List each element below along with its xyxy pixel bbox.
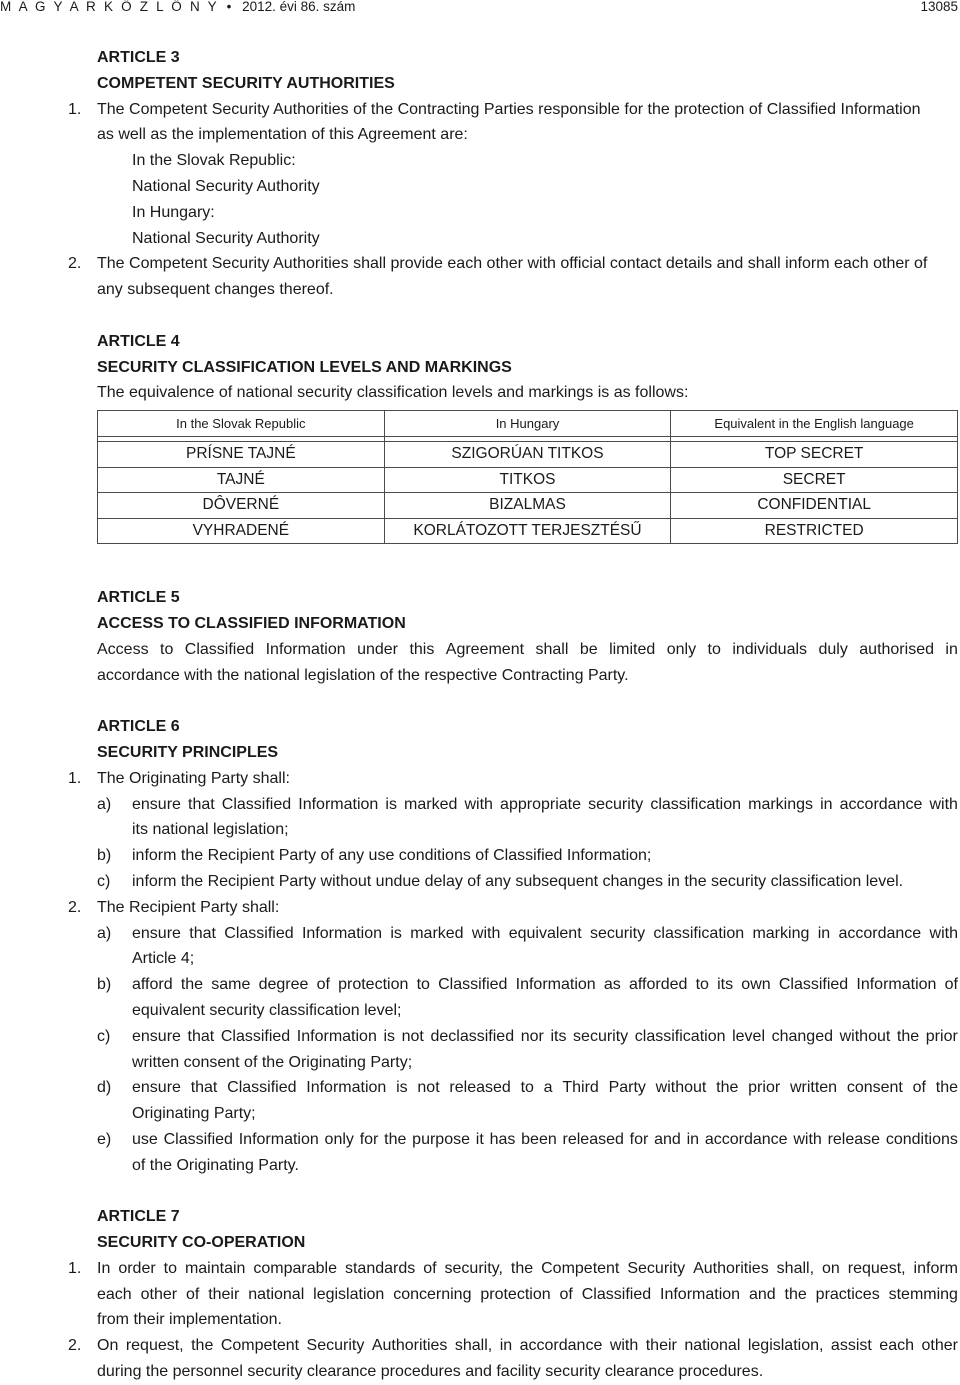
word: release	[827, 1130, 881, 1148]
item-text	[97, 1256, 958, 1282]
item-text	[132, 1127, 958, 1153]
word: with	[464, 795, 493, 813]
paragraph-line	[0, 766, 960, 792]
word: with	[929, 795, 958, 813]
word: to	[163, 1259, 177, 1277]
table-body	[98, 437, 958, 544]
word: conditions	[885, 1130, 958, 1148]
word: with	[929, 924, 958, 942]
authority-name: National Security Authority	[132, 229, 320, 247]
word: Information	[298, 795, 379, 813]
item-text	[132, 1075, 958, 1101]
word: use	[132, 1130, 158, 1148]
item-number: b)	[97, 847, 112, 865]
word: in	[945, 640, 958, 658]
word: shall,	[776, 1259, 815, 1277]
word: Information	[301, 924, 382, 942]
word: on	[822, 1259, 840, 1277]
table-cell: SZIGORÚAN TITKOS	[384, 442, 671, 468]
word: of	[944, 976, 958, 994]
issue-date: 2012. évi 86. szám	[242, 0, 356, 14]
table-cell: VYHRADENÉ	[98, 518, 385, 544]
word: in	[817, 924, 831, 942]
word: the	[510, 1259, 534, 1277]
word: released	[562, 1130, 624, 1148]
word: concerning	[393, 1285, 472, 1303]
list-item-line	[0, 921, 960, 947]
list-item-line	[0, 869, 960, 895]
word: Competent	[541, 1259, 620, 1277]
table-cell: CONFIDENTIAL	[671, 493, 958, 519]
table-cell: TOP SECRET	[671, 442, 958, 468]
item-number: 1.	[68, 769, 82, 787]
word: appropriate	[500, 795, 581, 813]
list-item-line	[0, 792, 960, 818]
word: afford	[132, 976, 173, 994]
word: Classified	[163, 1130, 233, 1148]
item-number: 2.	[68, 1337, 82, 1355]
word: accordance	[704, 1130, 788, 1148]
word: has	[489, 1130, 516, 1148]
word: Competent	[220, 1337, 300, 1355]
word: not	[417, 1079, 440, 1097]
word: with	[793, 1130, 822, 1148]
word: without	[839, 1027, 891, 1045]
word: accordance	[519, 1337, 603, 1355]
running-header	[0, 0, 958, 18]
word: accordance	[839, 795, 923, 813]
word: it	[475, 1130, 484, 1148]
word: Information	[306, 1079, 387, 1097]
word: that	[190, 1079, 218, 1097]
word: inform	[913, 1259, 958, 1277]
item-number: a)	[97, 924, 112, 942]
article-heading: ARTICLE 5	[97, 589, 180, 607]
word: the	[896, 1027, 920, 1045]
word: the	[935, 1079, 958, 1097]
classification-table	[97, 410, 958, 544]
word: the	[180, 976, 204, 994]
word: shall,	[454, 1337, 493, 1355]
item-text: The Competent Security Authorities of the Contracting Parties responsible for the protection of Classified Information	[97, 100, 921, 118]
table-spacer	[0, 544, 960, 585]
word: Information	[856, 976, 937, 994]
word: Information	[660, 1285, 741, 1303]
word: limited	[609, 640, 656, 658]
paragraph-line: as well as the implementation of this Agreement are:	[97, 126, 468, 144]
word: classification	[634, 1027, 726, 1045]
word: prior	[925, 1027, 958, 1045]
word: the	[191, 1337, 214, 1355]
table-cell: KORLÁTOZOTT TERJESZTÉSŰ	[384, 518, 671, 544]
word: changed	[771, 1027, 833, 1045]
item-text: The Competent Security Authorities shall provide each other with official contact details and shall inform each other of	[97, 255, 928, 273]
word: marking	[752, 924, 810, 942]
word: authorised	[859, 640, 934, 658]
item-text: The Originating Party shall:	[97, 769, 290, 787]
table-cell: TAJNÉ	[98, 467, 385, 493]
word: other	[921, 1337, 958, 1355]
word: level	[732, 1027, 765, 1045]
bullet-separator: •	[226, 0, 232, 14]
word: markings	[748, 795, 814, 813]
word: shall	[535, 640, 569, 658]
word: be	[579, 640, 598, 658]
article-title: COMPETENT SECURITY AUTHORITIES	[97, 74, 395, 92]
word: that	[188, 795, 215, 813]
word: of	[185, 1285, 200, 1303]
word: In	[97, 1259, 111, 1277]
column-header: In Hungary	[384, 411, 671, 437]
word: practices	[815, 1285, 880, 1303]
word: and	[748, 1285, 776, 1303]
column-header: Equivalent in the English language	[671, 411, 958, 437]
item-number: d)	[97, 1079, 112, 1097]
word: equivalent	[508, 924, 582, 942]
word: of	[559, 1285, 573, 1303]
word: under	[357, 640, 398, 658]
document-body	[0, 45, 960, 1385]
word: is	[385, 795, 397, 813]
word: been	[521, 1130, 557, 1148]
item-number: a)	[97, 795, 112, 813]
table-row	[98, 442, 958, 468]
word: national	[684, 1337, 741, 1355]
word: ensure	[132, 795, 181, 813]
table-row	[98, 493, 958, 519]
word: to	[160, 640, 174, 658]
article-title: SECURITY CLASSIFICATION LEVELS AND MARKINGS	[97, 358, 512, 376]
item-number: 1.	[68, 100, 82, 118]
word: Agreement	[445, 640, 525, 658]
word: to	[416, 976, 430, 994]
paragraph-line: The equivalence of national security classification levels and markings is as follows:	[97, 384, 689, 402]
word: protection	[338, 976, 409, 994]
word: of	[316, 976, 330, 994]
word: each	[879, 1337, 914, 1355]
word: as	[603, 976, 621, 994]
word: Classified	[581, 1285, 652, 1303]
word: in	[499, 1337, 513, 1355]
list-item-line: of the Originating Party.	[132, 1156, 299, 1174]
word: same	[211, 976, 251, 994]
word: written	[789, 1079, 838, 1097]
word: not	[401, 1027, 424, 1045]
list-item-line: Article 4;	[132, 950, 195, 968]
word: comparable	[253, 1259, 338, 1277]
word: only	[324, 1130, 354, 1148]
item-number: b)	[97, 976, 112, 994]
word: with	[471, 924, 501, 942]
word: in	[686, 1130, 700, 1148]
paragraph-spacer	[0, 688, 960, 714]
word: legislation	[313, 1285, 385, 1303]
authority-name: National Security Authority	[132, 177, 320, 195]
table-header-row	[98, 411, 958, 437]
word: Party	[608, 1079, 646, 1097]
word: its	[550, 1027, 567, 1045]
item-text	[132, 921, 958, 947]
page-number: 13085	[920, 0, 958, 14]
list-item-line	[0, 1075, 960, 1101]
word: Classified	[438, 976, 508, 994]
word: with	[609, 1337, 639, 1355]
word: standards	[344, 1259, 416, 1277]
list-item-line: Originating Party;	[132, 1105, 256, 1123]
paragraph-line: from their implementation.	[97, 1311, 282, 1329]
table-header	[98, 411, 958, 437]
table-cell: BIZALMAS	[384, 493, 671, 519]
word: that	[189, 924, 216, 942]
word: a	[543, 1079, 553, 1097]
word: own	[741, 976, 771, 994]
word: to	[707, 640, 721, 658]
word: ensure	[132, 1079, 181, 1097]
table-row	[98, 467, 958, 493]
word: Authorities	[693, 1259, 769, 1277]
word: its	[717, 976, 734, 994]
word: classification	[653, 924, 745, 942]
word: protection	[480, 1285, 551, 1303]
word: Security	[627, 1259, 686, 1277]
word: Classified	[224, 924, 294, 942]
word: is	[390, 924, 402, 942]
paragraph-spacer	[0, 1178, 960, 1204]
table-cell: TITKOS	[384, 467, 671, 493]
list-item-line	[0, 1024, 960, 1050]
word: of	[912, 1079, 926, 1097]
item-text: The Recipient Party shall:	[97, 898, 280, 916]
word: Third	[562, 1079, 599, 1097]
item-text	[97, 1333, 958, 1359]
list-item-line	[0, 843, 960, 869]
word: consent	[846, 1079, 903, 1097]
word: for	[359, 1130, 379, 1148]
list-item-line	[0, 972, 960, 998]
word: marked	[404, 795, 458, 813]
word: is	[383, 1027, 396, 1045]
word: Security	[306, 1337, 365, 1355]
word: marked	[410, 924, 464, 942]
word: legislation,	[747, 1337, 824, 1355]
word: of	[423, 1259, 437, 1277]
word: request,	[847, 1259, 906, 1277]
word: Access	[97, 640, 149, 658]
word: On	[97, 1337, 119, 1355]
word: duly	[818, 640, 848, 658]
word: ensure	[132, 924, 181, 942]
word: is	[396, 1079, 408, 1097]
word: order	[118, 1259, 156, 1277]
word: and	[654, 1130, 681, 1148]
article-heading: ARTICLE 4	[97, 332, 180, 350]
word: accordance	[838, 924, 922, 942]
word: Classified	[778, 976, 849, 994]
word: Information	[296, 1027, 377, 1045]
table-cell: PRÍSNE TAJNÉ	[98, 442, 385, 468]
item-text	[132, 972, 958, 998]
word: their	[208, 1285, 240, 1303]
paragraph-line	[0, 1256, 960, 1282]
word: this	[409, 640, 435, 658]
word: for	[629, 1130, 649, 1148]
article-heading: ARTICLE 3	[97, 49, 180, 66]
table-cell: SECRET	[671, 467, 958, 493]
paragraph-line	[0, 637, 958, 663]
word: ensure	[132, 1027, 181, 1045]
classification-table-wrapper	[97, 410, 958, 544]
item-number: c)	[97, 1027, 111, 1045]
header-publication	[0, 0, 355, 14]
word: each	[97, 1285, 132, 1303]
paragraph-line: during the personnel security clearance procedures and facility security clearance procedures.	[97, 1363, 764, 1381]
paragraph-line	[0, 1282, 958, 1308]
list-item-line: its national legislation;	[132, 821, 289, 839]
article-title: ACCESS TO CLASSIFIED INFORMATION	[97, 614, 406, 632]
word: afforded	[628, 976, 688, 994]
word: request,	[125, 1337, 184, 1355]
word: their	[645, 1337, 677, 1355]
item-number: c)	[97, 872, 111, 890]
paragraph-line	[0, 895, 960, 921]
paragraph-line: any subsequent changes thereof.	[97, 281, 334, 299]
word: assist	[830, 1337, 872, 1355]
word: the	[784, 1285, 807, 1303]
word: security	[589, 924, 646, 942]
item-text: inform the Recipient Party without undue delay of any subsequent changes in the security classification level.	[132, 872, 904, 890]
word: degree	[258, 976, 309, 994]
list-item-line: equivalent security classification level;	[132, 1001, 402, 1019]
word: Classified	[227, 1079, 297, 1097]
word: to	[520, 1079, 534, 1097]
paragraph-line	[0, 97, 960, 123]
paragraph-line	[0, 1333, 960, 1359]
word: that	[187, 1027, 215, 1045]
word: Classified	[221, 795, 292, 813]
word: prior	[748, 1079, 781, 1097]
word: security,	[444, 1259, 503, 1277]
authority-label: In the Slovak Republic:	[132, 152, 296, 170]
word: maintain	[184, 1259, 246, 1277]
paragraph-spacer	[0, 303, 960, 329]
word: to	[695, 976, 709, 994]
word: Classified	[184, 640, 255, 658]
word: the	[716, 1079, 739, 1097]
item-number: 2.	[68, 255, 82, 273]
item-number: 2.	[68, 898, 82, 916]
column-header: In the Slovak Republic	[98, 411, 385, 437]
word: declassified	[430, 1027, 515, 1045]
word: Authorities	[371, 1337, 448, 1355]
word: security	[573, 1027, 629, 1045]
item-text	[132, 1024, 958, 1050]
list-item-line	[0, 1127, 960, 1153]
word: in	[820, 795, 833, 813]
item-number: 1.	[68, 1259, 82, 1277]
article-title: SECURITY PRINCIPLES	[97, 743, 279, 761]
word: released	[449, 1079, 511, 1097]
word: national	[248, 1285, 305, 1303]
table-cell: DÔVERNÉ	[98, 493, 385, 519]
word: individuals	[732, 640, 808, 658]
word: nor	[520, 1027, 544, 1045]
word: purpose	[412, 1130, 470, 1148]
article-heading: ARTICLE 6	[97, 718, 180, 736]
word: Information	[515, 976, 596, 994]
word: security	[588, 795, 644, 813]
word: without	[655, 1079, 707, 1097]
word: only	[666, 640, 697, 658]
article-title: SECURITY CO-OPERATION	[97, 1234, 306, 1252]
article-heading: ARTICLE 7	[97, 1208, 180, 1226]
item-text: inform the Recipient Party of any use conditions of Classified Information;	[132, 847, 652, 865]
word: Classified	[220, 1027, 291, 1045]
authority-label: In Hungary:	[132, 203, 215, 221]
word: Information	[238, 1130, 319, 1148]
word: stemming	[888, 1285, 958, 1303]
word: the	[384, 1130, 407, 1148]
word: classification	[650, 795, 742, 813]
table-cell: RESTRICTED	[671, 518, 958, 544]
journal-title: M A G Y A R K Ö Z L Ö N Y	[0, 0, 219, 14]
list-item-line: written consent of the Originating Party;	[132, 1053, 413, 1071]
paragraph-line	[0, 251, 960, 277]
paragraph-line: accordance with the national legislation of the respective Contracting Party.	[97, 666, 629, 684]
item-number: e)	[97, 1130, 112, 1148]
word: other	[140, 1285, 178, 1303]
table-row	[98, 518, 958, 544]
word: Information	[265, 640, 346, 658]
item-text	[132, 792, 958, 818]
